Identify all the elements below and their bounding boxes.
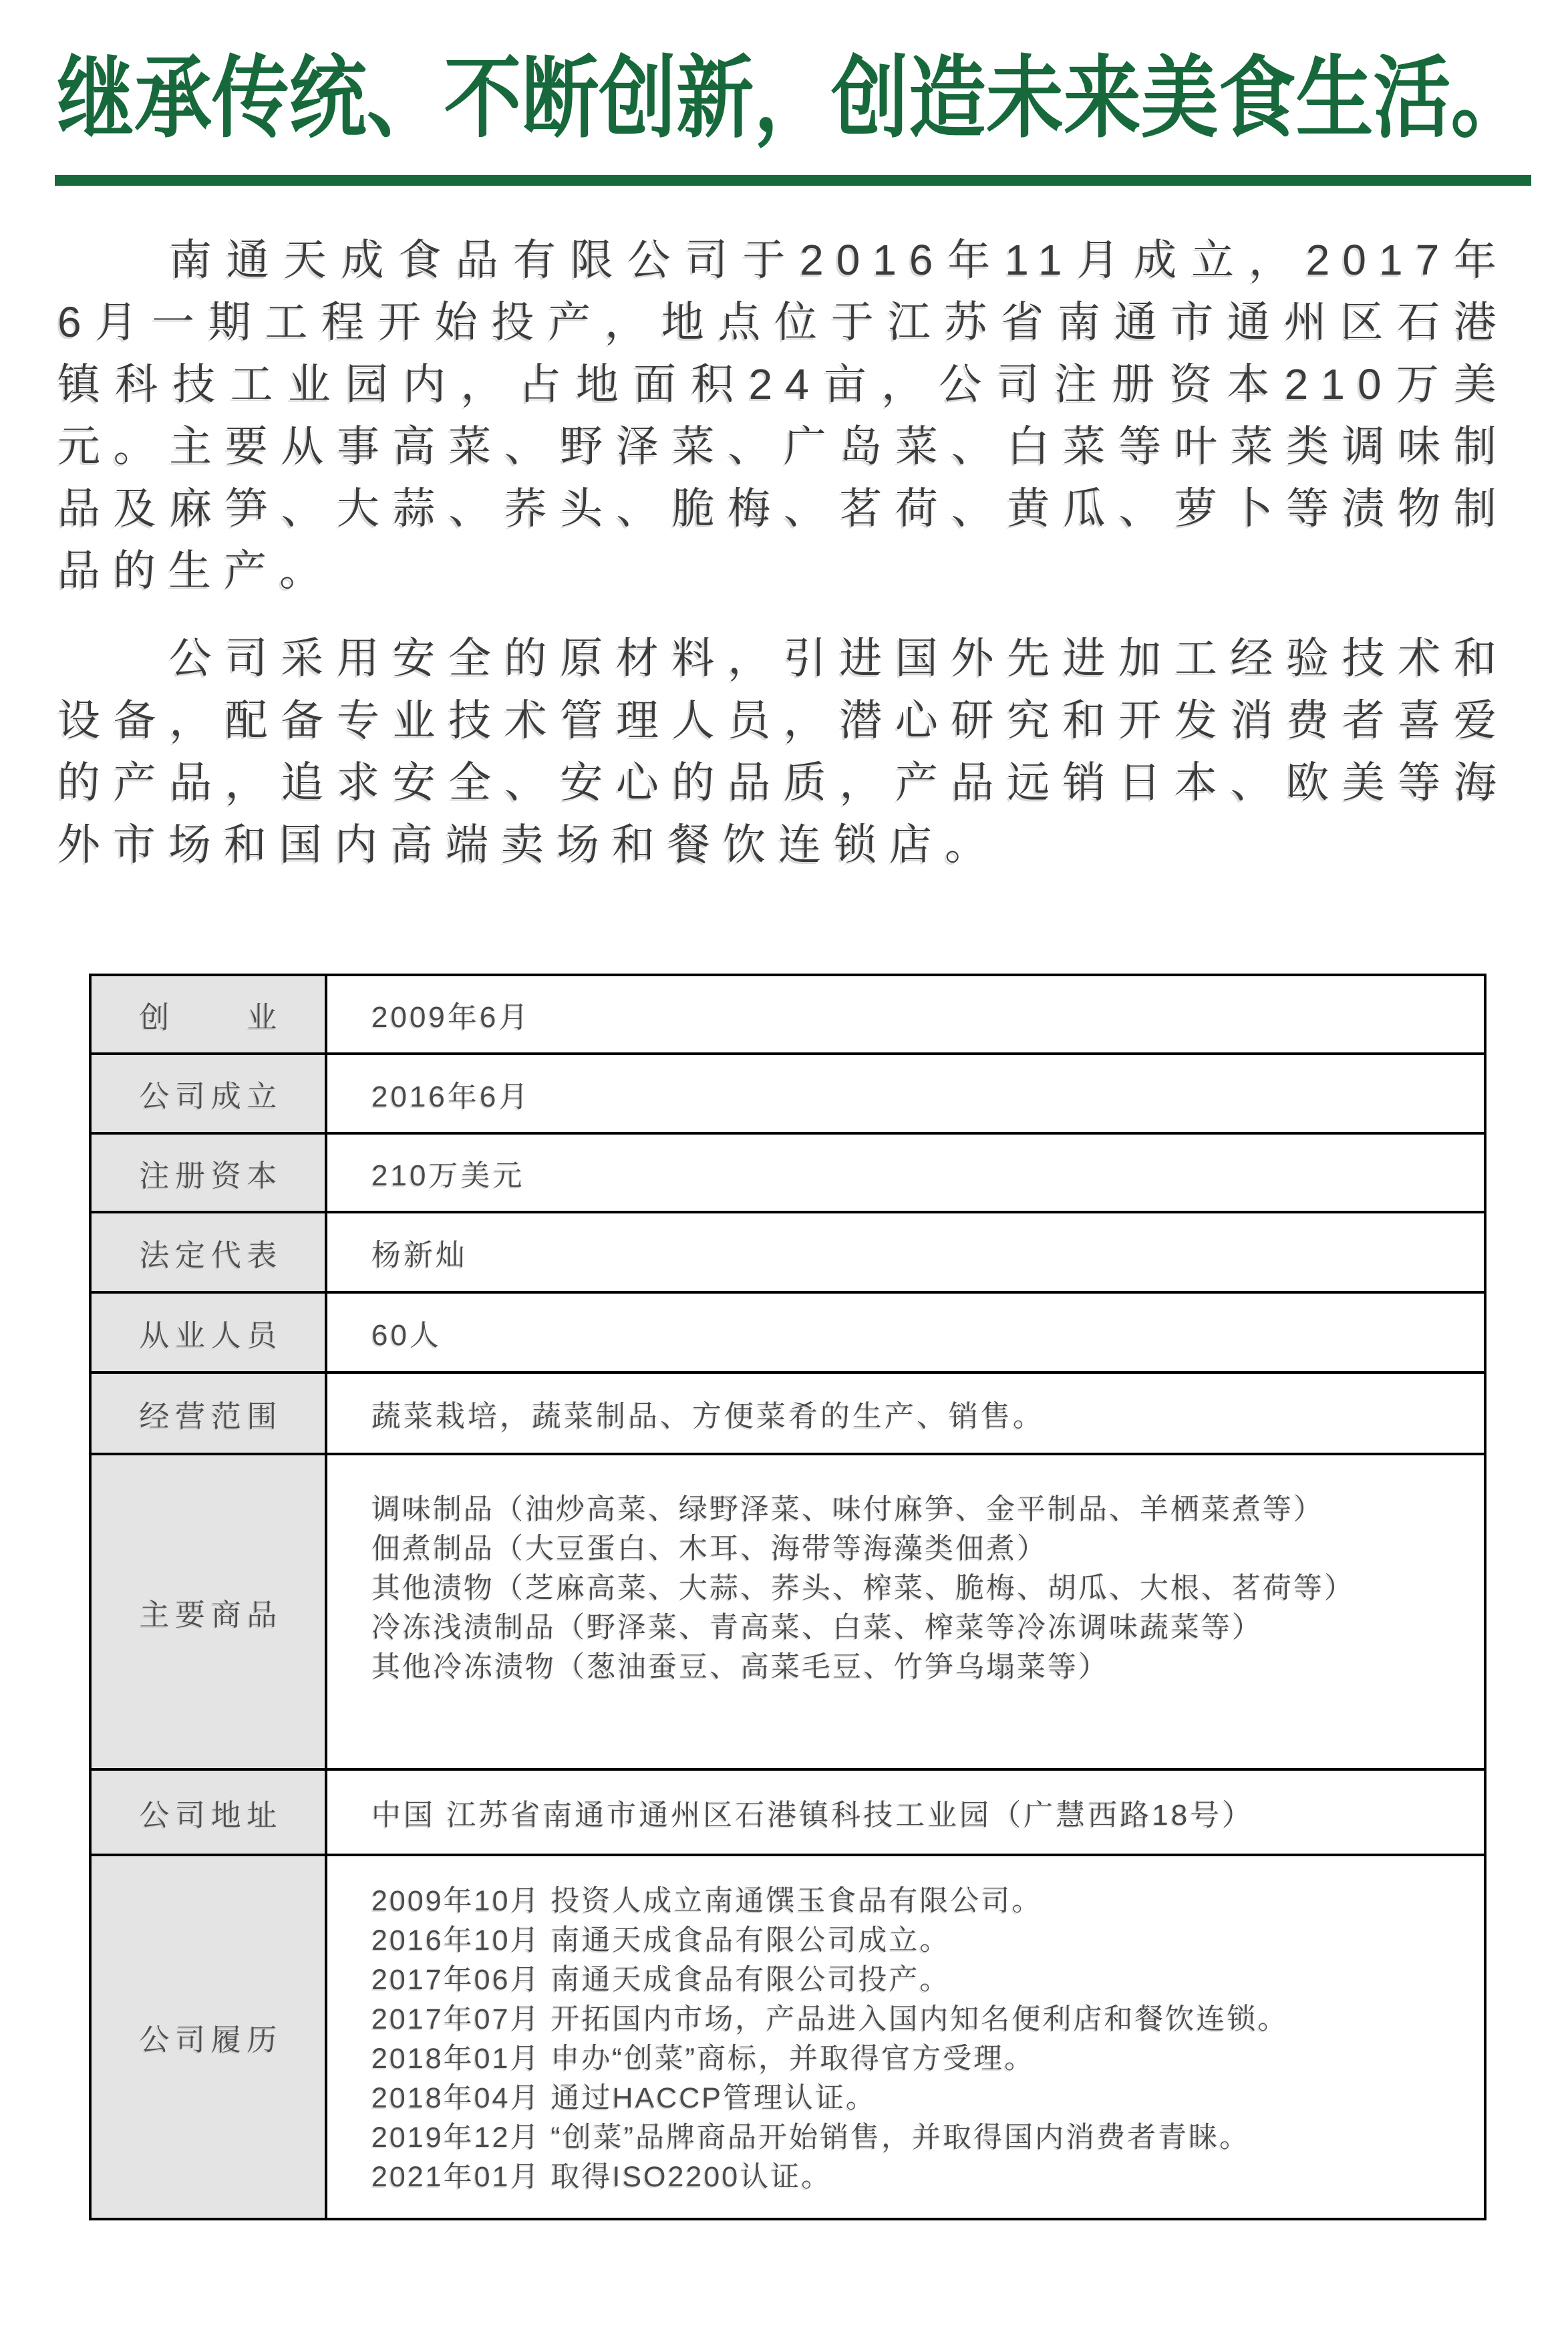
product-line: 其他渍物（芝麻高菜、大蒜、荞头、榨菜、脆梅、胡瓜、大根、茗荷等） bbox=[371, 1572, 1355, 1604]
row-value-multiline bbox=[326, 1855, 1485, 2219]
row-label: 创业 bbox=[139, 1000, 277, 1034]
row-label: 公司地址 bbox=[139, 1797, 277, 1832]
company-profile-page bbox=[0, 49, 1568, 2330]
history-line: 2021年01月 取得ISO2200认证。 bbox=[371, 2161, 832, 2193]
row-value-multiline bbox=[326, 1454, 1485, 1769]
row-label-cell bbox=[90, 1212, 326, 1292]
table-row-established bbox=[90, 1054, 1485, 1133]
table-row-registered-capital bbox=[90, 1133, 1485, 1212]
row-value: 2009年6月 bbox=[326, 975, 1485, 1054]
row-label: 注册资本 bbox=[139, 1158, 277, 1193]
row-label-cell bbox=[90, 1054, 326, 1133]
row-label-cell bbox=[90, 1372, 326, 1454]
row-label: 公司履历 bbox=[139, 2023, 277, 2057]
company-info-table bbox=[89, 974, 1486, 2220]
row-label: 从业人员 bbox=[139, 1318, 277, 1352]
row-label: 主要商品 bbox=[139, 1597, 277, 1632]
title-underline-bar bbox=[55, 175, 1531, 186]
table-row-business-scope bbox=[90, 1372, 1485, 1454]
row-value: 中国 江苏省南通市通州区石港镇科技工业园（广慧西路18号） bbox=[326, 1769, 1485, 1855]
row-value: 60人 bbox=[326, 1292, 1485, 1372]
row-label-cell bbox=[90, 1454, 326, 1769]
history-line: 2019年12月 “创菜”品牌商品开始销售，并取得国内消费者青睐。 bbox=[371, 2122, 1251, 2154]
row-label-cell bbox=[90, 1855, 326, 2219]
table-row-main-products bbox=[90, 1454, 1485, 1769]
table-row-employees bbox=[90, 1292, 1485, 1372]
product-line: 其他冷冻渍物（葱油蚕豆、高菜毛豆、竹笋乌塌菜等） bbox=[371, 1651, 1109, 1683]
table-row-founding bbox=[90, 975, 1485, 1054]
row-label: 经营范围 bbox=[139, 1399, 277, 1433]
row-label-cell bbox=[90, 1769, 326, 1855]
row-label: 公司成立 bbox=[139, 1079, 277, 1113]
history-line: 2018年01月 申办“创菜”商标，并取得官方受理。 bbox=[371, 2043, 1036, 2075]
product-line: 调味制品（油炒高菜、绿野泽菜、味付麻笋、金平制品、羊栖菜煮等） bbox=[371, 1493, 1324, 1525]
history-line: 2009年10月 投资人成立南通馔玉食品有限公司。 bbox=[371, 1885, 1043, 1917]
table-row-company-history bbox=[90, 1855, 1485, 2219]
history-line: 2018年04月 通过HACCP管理认证。 bbox=[371, 2082, 877, 2114]
history-line: 2016年10月 南通天成食品有限公司成立。 bbox=[371, 1924, 951, 1956]
table-row-address bbox=[90, 1769, 1485, 1855]
product-line: 冷冻浅渍制品（野泽菜、青高菜、白菜、榨菜等冷冻调味蔬菜等） bbox=[371, 1612, 1263, 1644]
row-value: 210万美元 bbox=[326, 1133, 1485, 1212]
table-row-legal-representative bbox=[90, 1212, 1485, 1292]
intro-paragraph-1: 南通天成食品有限公司于2016年11月成立，2017年6月一期工程开始投产，地点位于江苏省南通市通州区石港镇科技工业园内，占地面积24亩，公司注册资本210万美元。主要从事高菜、野泽菜、广岛菜、白菜等叶菜类调味制品及麻笋、大蒜、荞头、脆梅、茗荷、黄瓜、萝卜等渍物制品的生产。 bbox=[57, 236, 1509, 595]
row-label-cell bbox=[90, 1292, 326, 1372]
row-label: 法定代表 bbox=[139, 1237, 277, 1272]
row-value: 杨新灿 bbox=[326, 1212, 1485, 1292]
history-line: 2017年07月 开拓国内市场，产品进入国内知名便利店和餐饮连锁。 bbox=[371, 2003, 1289, 2035]
history-line: 2017年06月 南通天成食品有限公司投产。 bbox=[371, 1964, 951, 1996]
page-title: 继承传统、不断创新，创造未来美食生活。 bbox=[57, 49, 1529, 148]
intro-paragraph-2: 公司采用安全的原材料，引进国外先进加工经验技术和设备，配备专业技术管理人员，潜心研究和开发消费者喜爱的产品，追求安全、安心的品质，产品远销日本、欧美等海外市场和国内高端卖场和餐饮连锁店。 bbox=[57, 634, 1509, 869]
product-line: 佃煮制品（大豆蛋白、木耳、海带等海藻类佃煮） bbox=[371, 1533, 1048, 1565]
row-value: 蔬菜栽培，蔬菜制品、方便菜肴的生产、销售。 bbox=[326, 1372, 1485, 1454]
row-label-cell bbox=[90, 1133, 326, 1212]
row-label-cell bbox=[90, 975, 326, 1054]
row-value: 2016年6月 bbox=[326, 1054, 1485, 1133]
